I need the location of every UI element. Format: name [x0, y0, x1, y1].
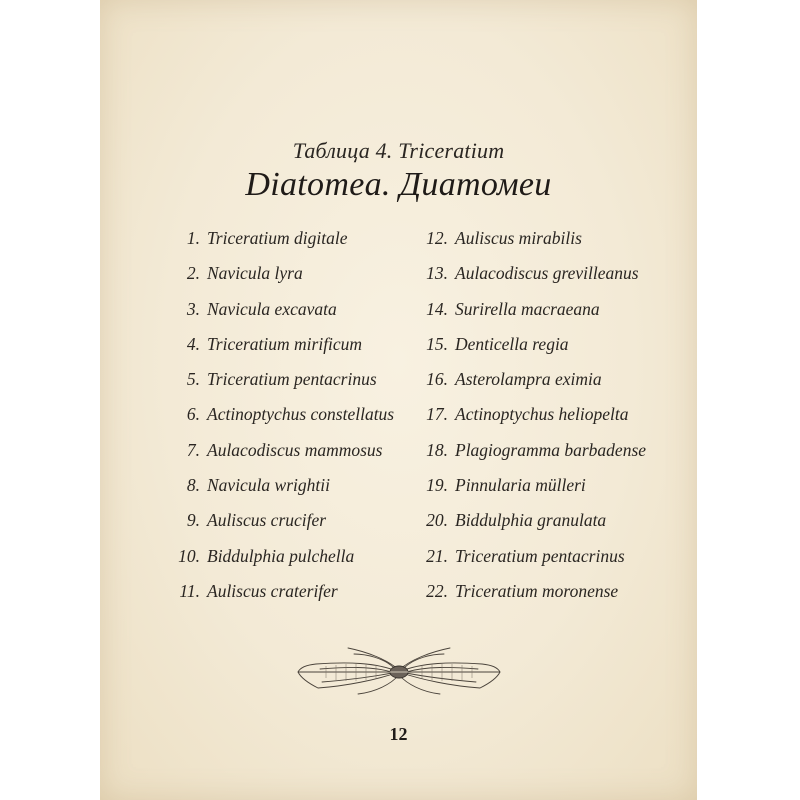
item-number: 6. — [186, 404, 200, 425]
item-number: 14. — [426, 298, 448, 319]
species-name: Triceratium mirificum — [207, 333, 363, 354]
item-number: 16. — [426, 369, 448, 390]
species-name: Surirella macraeana — [455, 298, 600, 319]
item-number: 17. — [426, 404, 448, 425]
list-item — [170, 508, 394, 543]
list-item — [170, 579, 394, 614]
list-item — [418, 544, 646, 579]
species-name: Navicula lyra — [207, 263, 303, 284]
species-name: Biddulphia pulchella — [207, 545, 355, 566]
item-number: 12. — [426, 228, 448, 248]
species-name: Actinoptychus constellatus — [207, 404, 395, 425]
item-number: 11. — [179, 580, 200, 601]
list-item — [418, 226, 646, 261]
item-number: 2. — [186, 263, 200, 284]
list-item — [170, 367, 394, 402]
list-item — [418, 297, 646, 332]
species-list-right — [418, 226, 646, 614]
item-number: 3. — [186, 298, 200, 319]
item-number: 20. — [426, 510, 448, 531]
species-name: Aulacodiscus grevilleanus — [455, 263, 639, 284]
item-number: 4. — [186, 333, 200, 354]
item-number: 5. — [186, 369, 200, 390]
list-item — [170, 226, 394, 261]
species-list-left — [170, 226, 394, 614]
item-number: 19. — [426, 475, 448, 496]
item-number: 8. — [186, 475, 200, 496]
species-name: Denticella regia — [455, 333, 569, 354]
list-item — [170, 544, 394, 579]
species-name: Biddulphia granulata — [455, 510, 607, 531]
item-number: 18. — [426, 439, 448, 460]
species-name: Triceratium pentacrinus — [207, 369, 377, 390]
list-item — [170, 332, 394, 367]
list-item — [418, 332, 646, 367]
list-item — [418, 579, 646, 614]
item-number: 22. — [426, 580, 448, 601]
species-name: Pinnularia mülleri — [455, 475, 586, 496]
species-name: Actinoptychus heliopelta — [455, 404, 629, 425]
diatom-ornament-icon — [296, 642, 502, 698]
item-number: 1. — [186, 228, 200, 248]
species-name: Auliscus crucifer — [207, 510, 327, 531]
item-number: 7. — [186, 439, 200, 460]
list-item — [170, 261, 394, 296]
item-number: 10. — [178, 545, 200, 566]
book-page — [100, 0, 697, 800]
list-item — [170, 297, 394, 332]
species-name: Plagiogramma barbadense — [455, 439, 647, 460]
page-title: Diatomea. Диатомеи — [245, 166, 552, 203]
list-item — [170, 473, 394, 508]
list-item — [170, 438, 394, 473]
list-item — [418, 508, 646, 543]
item-number: 15. — [426, 333, 448, 354]
species-name: Auliscus craterifer — [207, 580, 338, 601]
species-name: Triceratium moronense — [455, 580, 619, 601]
page-number: 12 — [389, 724, 408, 744]
item-number: 13. — [426, 263, 448, 284]
table-subtitle: Таблица 4. Triceratium — [292, 138, 505, 163]
list-item — [418, 261, 646, 296]
species-name: Triceratium digitale — [207, 228, 348, 248]
species-name: Triceratium pentacrinus — [455, 545, 625, 566]
item-number: 21. — [426, 545, 448, 566]
list-item — [170, 402, 394, 437]
list-item — [418, 367, 646, 402]
species-name: Auliscus mirabilis — [455, 228, 582, 248]
list-item — [418, 473, 646, 508]
item-number: 9. — [186, 510, 200, 531]
species-name: Navicula excavata — [207, 298, 337, 319]
list-item — [418, 402, 646, 437]
list-item — [418, 438, 646, 473]
species-name: Aulacodiscus mammosus — [207, 439, 383, 460]
species-name: Asterolampra eximia — [455, 369, 602, 390]
species-name: Navicula wrightii — [207, 475, 330, 496]
